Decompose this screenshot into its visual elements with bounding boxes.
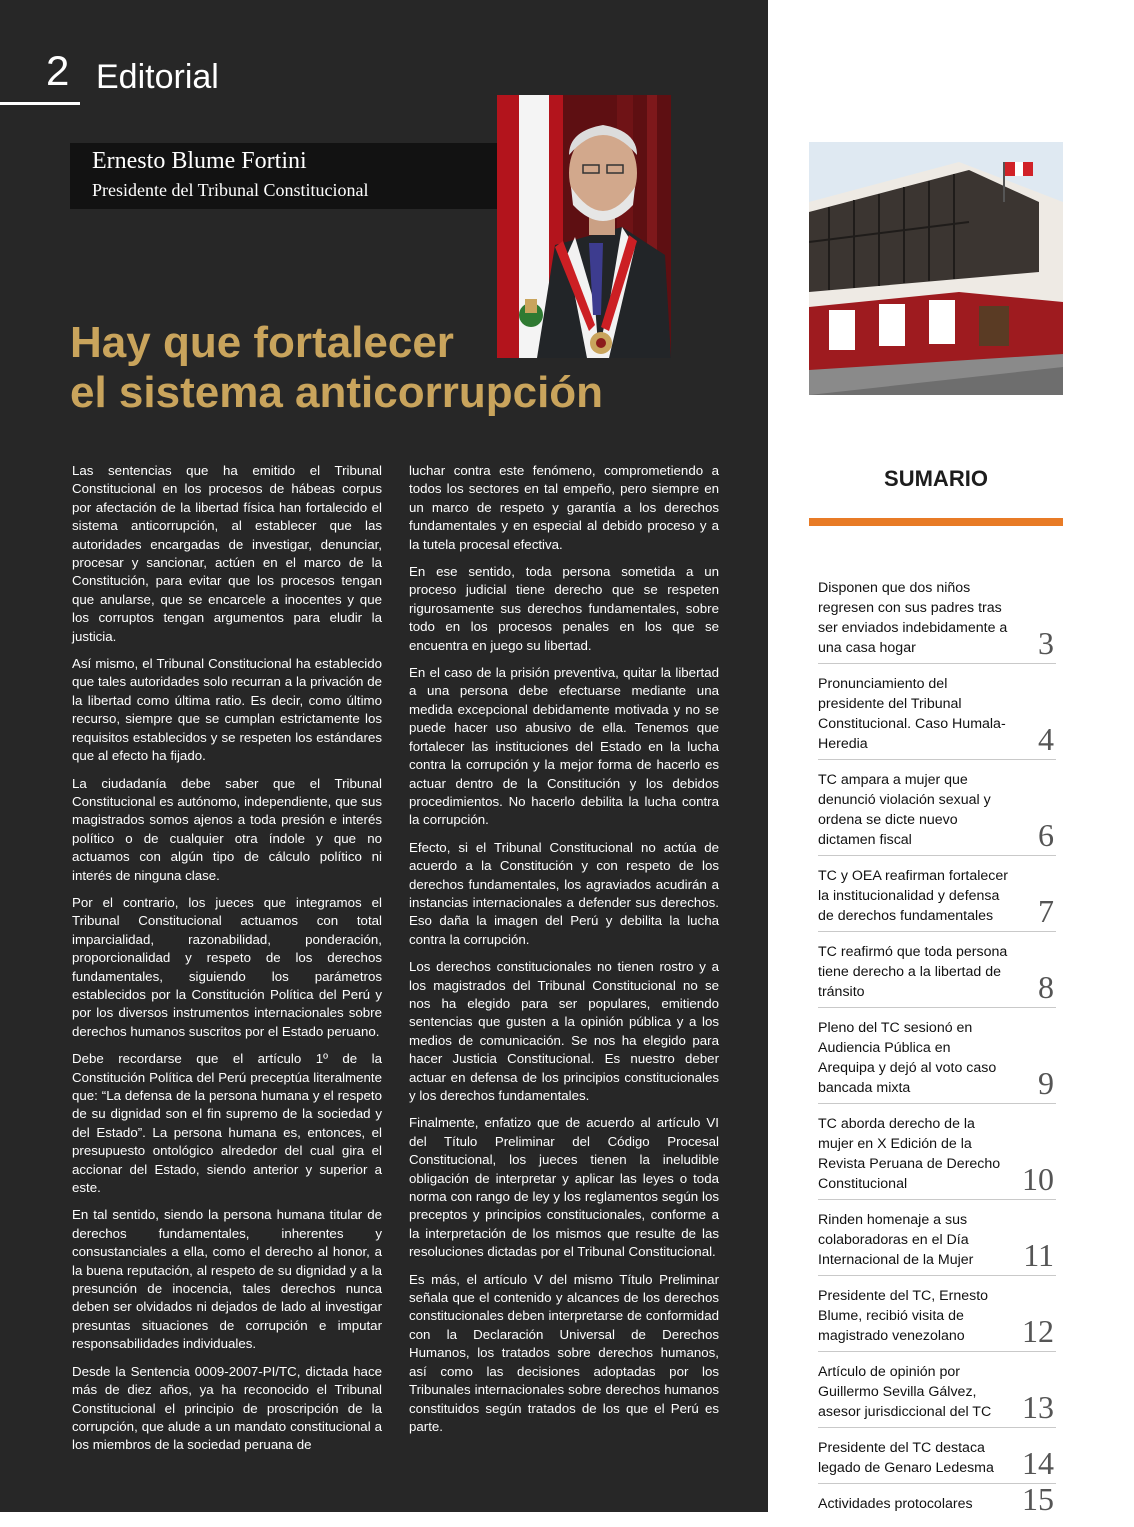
toc-item-page: 3 [1038,625,1054,661]
toc-item-title: Presidente del TC destaca legado de Genaro Ledesma [818,1440,994,1476]
paragraph: Los derechos constitucionales no tienen rostro y a los magistrados del Tribunal Constitucional no se nos ha elegido para ser populares, emitiendo sentencias que gusten a la opinión pública y a los medios de comunicación. Se nos ha elegido para hacer Justicia Constitucional. Es nuestro deber actuar en defensa de los principios constitucionales y los derechos fundamentales. [409,959,719,1103]
headline [70,318,710,418]
headline-line-1: Hay que fortalecer [70,318,454,367]
toc-item[interactable] [818,672,1056,760]
toc-item[interactable] [818,864,1056,932]
toc-item-page: 14 [1022,1445,1054,1481]
paragraph: Las sentencias que ha emitido el Tribunal Constitucional en los procesos de hábeas corpus por afectación de la libertad física han fortalecido el sistema anticorrupción, al establecer que las autoridades encargadas de investigar, denunciar, procesar y sancionar, actúen en el marco de la Constitución, para evitar que los procesos tengan que anularse, que se encarcele a inocentes y que los corruptos tengan argumentos para eludir la justicia. [72,463,382,644]
author-name: Ernesto Blume Fortini [92,148,307,174]
toc-item[interactable] [818,576,1056,664]
paragraph: Así mismo, el Tribunal Constitucional ha establecido que tales autoridades solo recurran a la privación de la libertad como última ratio. Es decir, como último recurso, siempre que se cumplan estrictamente los requisitos establecidos y se respeten los estándares que al efecto ha fijado. [72,656,382,764]
toc-item-page: 10 [1022,1161,1054,1197]
toc-item-title: Pleno del TC sesionó en Audiencia Pública en Arequipa y dejó al voto caso bancada mixta [818,1020,997,1096]
building-photo [809,142,1063,395]
toc-item-page: 4 [1038,721,1054,757]
toc-item-title: Artículo de opinión por Guillermo Sevilla Gálvez, asesor jurisdiccional del TC [818,1364,992,1420]
paragraph: Finalmente, enfatizo que de acuerdo al artículo VI del Título Preliminar del Código Procesal Constitucional, los jueces tienen la ineludible obligación de interpretar y aplicar las leyes o toda norma con rango de ley y los reglamentos según los preceptos y principios constitucionales, conforme a la interpretación de los mismos que resulte de las resoluciones dictadas por el Tribunal Constitucional. [409,1115,719,1260]
paragraph: Por el contrario, los jueces que integramos el Tribunal Constitucional actuamos con total imparcialidad, razonabilidad, ponderación, proporcionalidad y respeto de los derechos fundamentales, siguiendo los parámetros establecidos por la Constitución Política del Perú y por los diversos instrumentos internacionales sobre derechos humanos suscritos por el Estado peruano. [72,894,382,1039]
toc-item[interactable] [818,940,1056,1008]
toc-item-title: Pronunciamiento del presidente del Tribunal Constitucional. Caso Humala-Heredia [818,676,1006,752]
toc-item-title: TC reafirmó que toda persona tiene derecho a la libertad de tránsito [818,944,1008,1000]
table-of-contents [818,576,1056,1527]
sumario-rule [809,518,1063,526]
toc-item[interactable] [818,1284,1056,1352]
paragraph: Debe recordarse que el artículo 1º de la Constitución Política del Perú preceptúa literalmente que: “La defensa de la persona humana y el respeto de su dignidad son el fin supremo de la sociedad y del Estado”. La persona humana es, entonces, el presupuesto ontológico alrededor del cual gira el accionar del Estado, siendo anterior y superior a este. [72,1051,382,1196]
toc-item-page: 6 [1038,817,1054,853]
toc-item[interactable] [818,1016,1056,1104]
toc-item-title: TC ampara a mujer que denunció violación sexual y ordena se dicte nuevo dictamen fiscal [818,772,991,848]
toc-item-page: 7 [1038,893,1054,929]
author-role: Presidente del Tribunal Constitucional [92,180,369,200]
paragraph: En ese sentido, toda persona sometida a un proceso judicial tiene derecho que se respeten rigurosamente sus derechos fundamentales, sobre todo en los procesos penales en los que se encuentra en juego su libertad. [409,564,719,653]
paragraph: Es más, el artículo V del mismo Título Preliminar señala que el contenido y alcances de los derechos constitucionales deben interpretarse de conformidad con la Declaración Universal de Derechos Humanos, los tratados sobre derechos humanos, así como las decisiones adoptadas por los Tribunales internacionales sobre derechos humanos constituidos según tratados de los que el Perú es parte. [409,1271,719,1434]
toc-item-title: TC y OEA reafirman fortalecer la institucionalidad y defensa de derechos fundamentales [818,868,1009,924]
paragraph: En el caso de la prisión preventiva, quitar la libertad a una persona debe efectuarse mediante una medida excepcional debidamente motivada y no se puede hacer uso abusivo de ella. Tenemos que fortalecer las instituciones del Estado en la lucha contra la corrupción y la mejor forma de hacerlo es actuar dentro de la Constitución y los debidos procedimientos. No hacerlo debilita la lucha contra la corrupción. [409,665,719,828]
toc-item-page: 11 [1023,1237,1054,1273]
paragraph: En tal sentido, siendo la persona humana titular de derechos fundamentales, inherentes y consustanciales a ella, como el derecho al honor, a la buena reputación, al respeto de su dignidad y a la presunción de inocencia, tales derechos nunca deben ser olvidados ni dejados de lado al investigar presuntas situaciones de corrupción e imputar responsabilidades individuales. [72,1207,382,1352]
toc-item[interactable] [818,1112,1056,1200]
toc-item[interactable] [818,1360,1056,1428]
toc-item[interactable] [818,768,1056,856]
headline-line-2: el sistema anticorrupción [70,368,604,417]
article-column-1 [72,462,382,1464]
toc-item-title: TC aborda derecho de la mujer en X Edición de la Revista Peruana de Derecho Constitucional [818,1116,1001,1192]
toc-item-title: Actividades protocolares [818,1496,973,1512]
toc-item[interactable] [818,1481,1056,1519]
toc-item-title: Presidente del TC, Ernesto Blume, recibió visita de magistrado venezolano [818,1288,989,1344]
toc-item-page: 12 [1022,1313,1054,1349]
article-column-2 [409,462,719,1445]
toc-item[interactable] [818,1436,1056,1484]
toc-item[interactable] [818,1208,1056,1276]
toc-item-page: 8 [1038,969,1054,1005]
toc-item-page: 15 [1022,1481,1054,1517]
paragraph: luchar contra este fenómeno, comprometiendo a todos los sectores en tal empeño, pero siempre en un marco de respeto y garantía a los derechos fundamentales y en especial al debido proceso y a la tutela procesal efectiva. [409,463,719,552]
toc-item-page: 9 [1038,1065,1054,1101]
toc-item-title: Disponen que dos niños regresen con sus padres tras ser enviados indebidamente a una casa hogar [818,580,1008,656]
sumario-title: SUMARIO [884,466,988,491]
paragraph: Efecto, si el Tribunal Constitucional no actúa de acuerdo a la Constitución y con respeto de los derechos fundamentales, los agraviados acudirán a instancias internacionales a defender sus derechos. Eso daña la imagen del Perú y debilita la lucha contra la corrupción. [409,839,719,947]
toc-item-title: Rinden homenaje a sus colaboradoras en el Día Internacional de la Mujer [818,1212,974,1268]
section-title: Editorial [96,58,219,96]
paragraph: Desde la Sentencia 0009-2007-PI/TC, dictada hace más de diez años, ya ha reconocido el Tribunal Constitucional el principio de proscripción de la corrupción, que alude a un mandato constitucional a los miembros de la sociedad peruana de [72,1363,382,1453]
paragraph: La ciudadanía debe saber que el Tribunal Constitucional es autónomo, independiente, que sus magistrados somos ajenos a toda presión e interés político o de cualquier otra índole y que no actuamos con algún tipo de cálculo político ni interés de ninguna clase. [72,775,382,883]
header-rule [0,102,80,105]
toc-item-page: 13 [1022,1389,1054,1425]
page-number: 2 [46,47,70,94]
